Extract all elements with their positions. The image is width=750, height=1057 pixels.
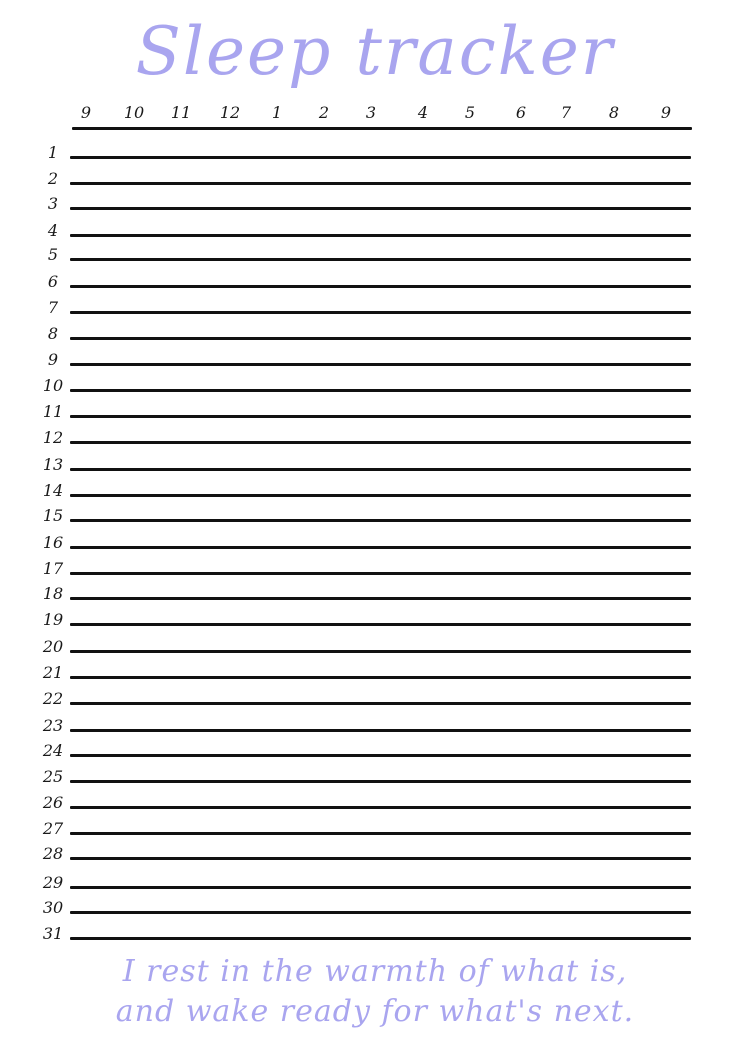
day-label: 7 [47,298,59,317]
hour-label: 8 [608,103,620,122]
day-label: 6 [47,272,59,291]
day-line[interactable] [70,468,691,471]
day-line[interactable] [70,389,691,392]
day-line[interactable] [70,676,691,679]
day-label: 20 [42,637,64,656]
day-label: 1 [47,143,59,162]
day-row [0,610,750,632]
hour-label: 1 [271,103,283,122]
day-line[interactable] [70,623,691,626]
day-line[interactable] [70,258,691,261]
day-line[interactable] [70,702,691,705]
day-label: 27 [42,819,64,838]
day-label: 9 [47,350,59,369]
day-label: 28 [42,844,64,863]
day-row [0,194,750,216]
hour-label: 5 [464,103,476,122]
day-row [0,716,750,738]
day-line[interactable] [70,886,691,889]
day-row [0,741,750,763]
hour-label: 11 [170,103,192,122]
hour-label: 2 [318,103,330,122]
day-label: 16 [42,533,64,552]
day-line[interactable] [70,494,691,497]
day-line[interactable] [70,937,691,940]
day-label: 14 [42,481,64,500]
day-line[interactable] [70,650,691,653]
day-line[interactable] [70,572,691,575]
day-line[interactable] [70,519,691,522]
day-label: 11 [42,402,64,421]
day-line[interactable] [70,415,691,418]
hour-label: 7 [560,103,572,122]
day-row [0,272,750,294]
day-label: 23 [42,716,64,735]
day-row [0,584,750,606]
page-title: Sleep tracker [135,13,615,90]
day-label: 13 [42,455,64,474]
day-row [0,533,750,555]
day-line[interactable] [70,156,691,159]
day-row [0,324,750,346]
day-label: 22 [42,689,64,708]
day-line[interactable] [70,911,691,914]
day-line[interactable] [70,780,691,783]
day-label: 3 [47,194,59,213]
day-row [0,559,750,581]
day-line[interactable] [70,754,691,757]
day-label: 24 [42,741,64,760]
day-label: 26 [42,793,64,812]
day-row [0,767,750,789]
day-line[interactable] [70,234,691,237]
hour-label: 9 [80,103,92,122]
day-row [0,481,750,503]
day-line[interactable] [70,207,691,210]
day-row [0,221,750,243]
day-line[interactable] [70,729,691,732]
quote-line-1: I rest in the warmth of what is, [122,954,628,989]
hour-label: 6 [515,103,527,122]
day-line[interactable] [70,182,691,185]
hour-label: 10 [123,103,145,122]
day-label: 19 [42,610,64,629]
day-row [0,143,750,165]
quote [0,952,750,1032]
hour-label: 9 [660,103,672,122]
day-row [0,298,750,320]
day-line[interactable] [70,311,691,314]
day-line[interactable] [70,285,691,288]
day-line[interactable] [70,441,691,444]
day-row [0,844,750,866]
day-row [0,455,750,477]
day-row [0,245,750,267]
day-label: 30 [42,898,64,917]
day-row [0,898,750,920]
day-label: 31 [42,924,64,943]
day-line[interactable] [70,832,691,835]
day-label: 10 [42,376,64,395]
day-row [0,350,750,372]
day-line[interactable] [70,857,691,860]
day-label: 2 [47,169,59,188]
day-row [0,402,750,424]
day-label: 18 [42,584,64,603]
day-row [0,506,750,528]
day-line[interactable] [70,806,691,809]
day-label: 15 [42,506,64,525]
day-row [0,793,750,815]
day-label: 8 [47,324,59,343]
day-row [0,637,750,659]
day-line[interactable] [70,363,691,366]
day-line[interactable] [70,597,691,600]
day-label: 12 [42,428,64,447]
day-label: 5 [47,245,59,264]
day-row [0,663,750,685]
day-line[interactable] [70,337,691,340]
hour-label: 4 [417,103,429,122]
quote-line-2: and wake ready for what's next. [115,994,635,1029]
day-line[interactable] [70,546,691,549]
day-row [0,924,750,946]
day-row [0,169,750,191]
day-label: 4 [47,221,59,240]
day-row [0,428,750,450]
day-label: 29 [42,873,64,892]
day-label: 25 [42,767,64,786]
hour-label: 3 [365,103,377,122]
hour-label: 12 [219,103,241,122]
day-row [0,376,750,398]
day-label: 21 [42,663,64,682]
day-row [0,873,750,895]
day-label: 17 [42,559,64,578]
day-row [0,819,750,841]
day-row [0,689,750,711]
